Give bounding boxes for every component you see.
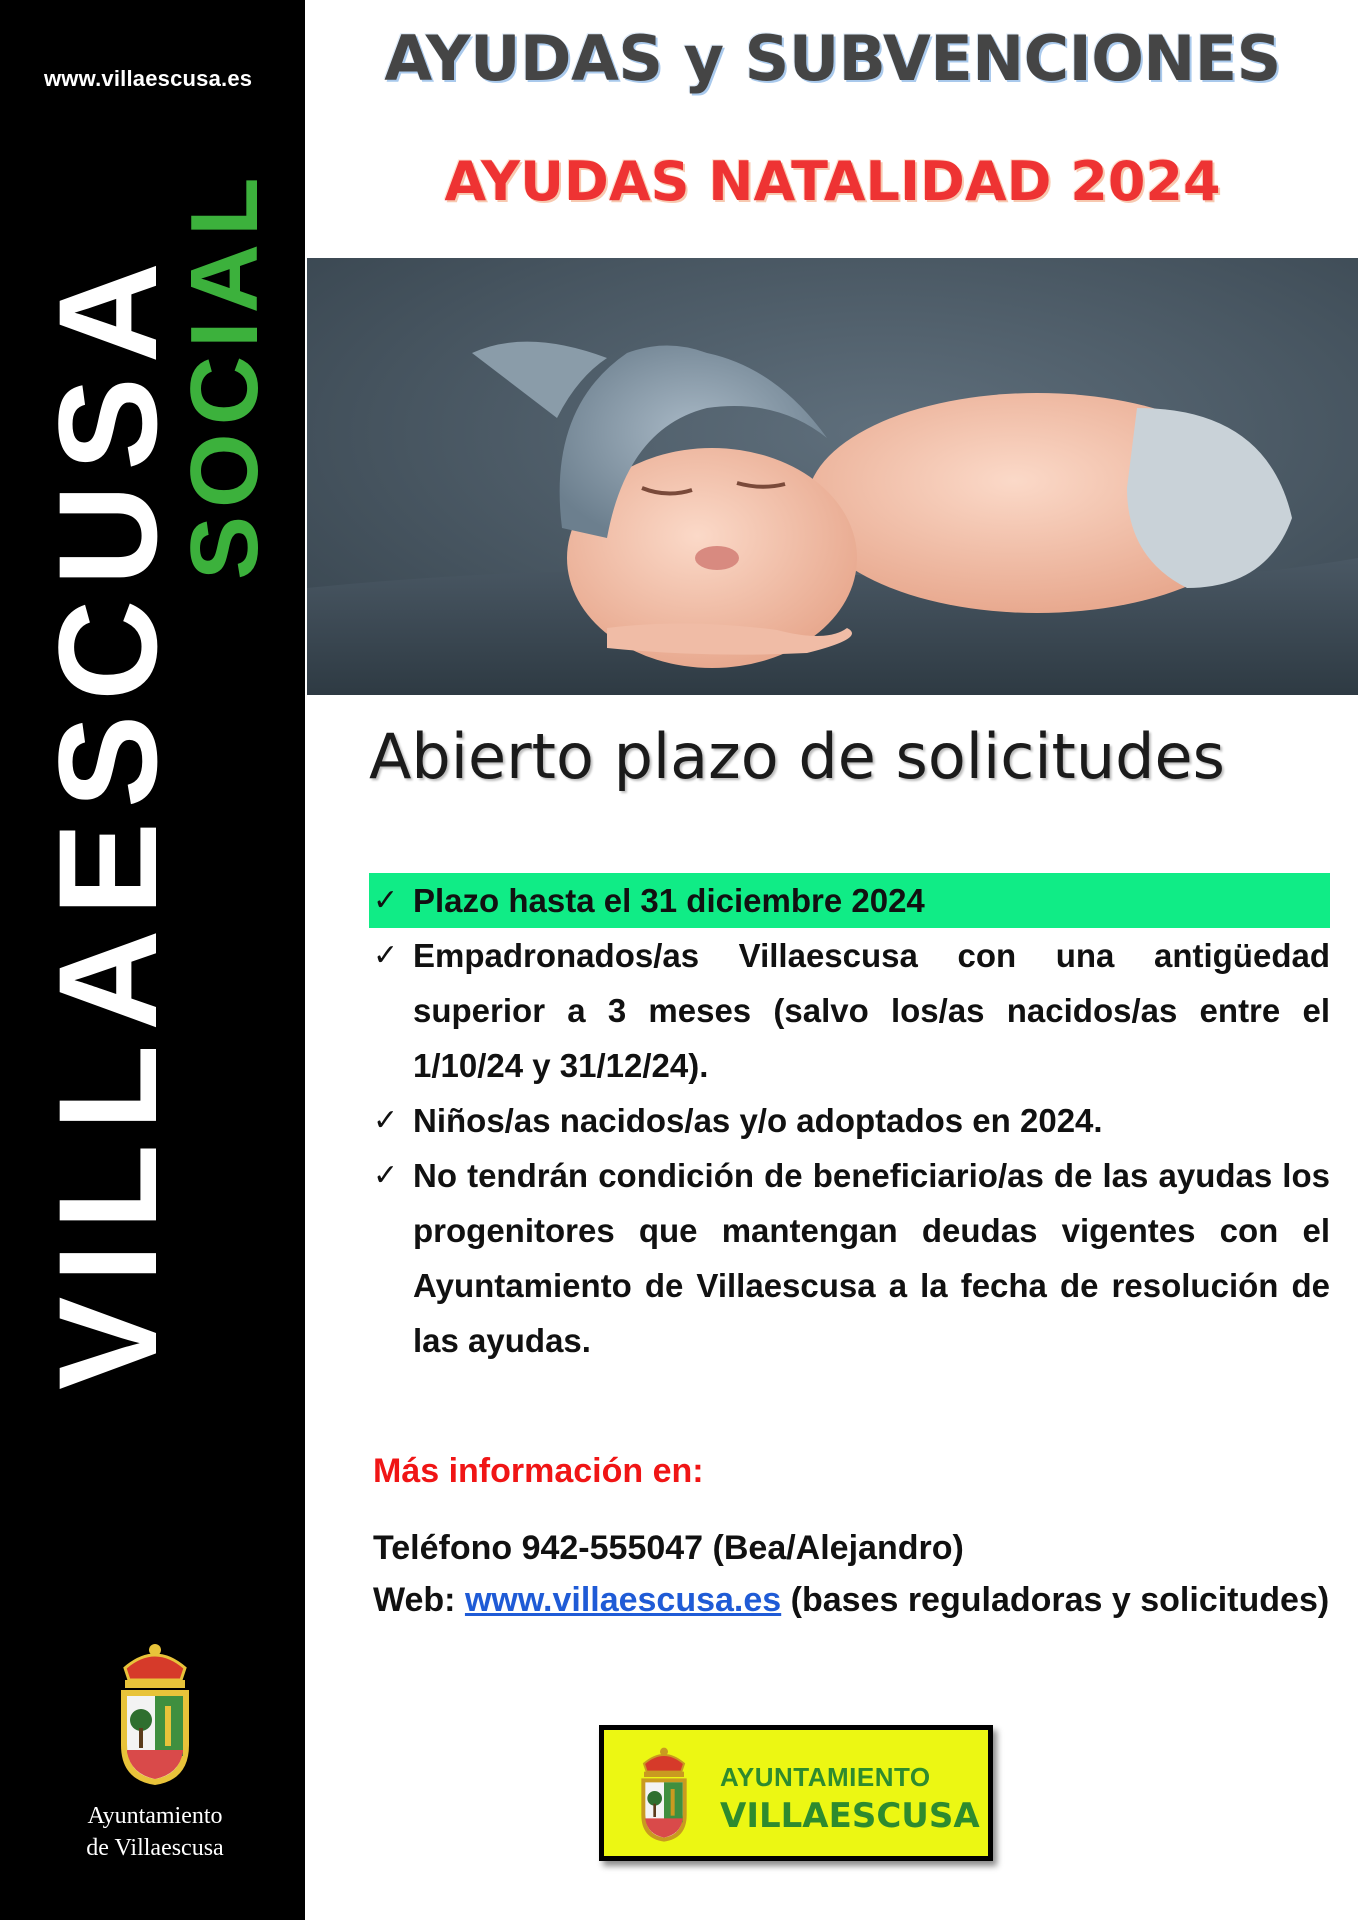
town-hall-badge [599, 1725, 993, 1861]
web-line [373, 1574, 1333, 1626]
checkmark-icon: ✓ [373, 1103, 399, 1138]
more-info-label: Más información en: [373, 1452, 704, 1490]
list-item-text: Plazo hasta el 31 diciembre 2024 [413, 882, 925, 919]
web-prefix: Web: [373, 1581, 465, 1619]
page-subtitle: AYUDAS NATALIDAD 2024 [444, 150, 1221, 213]
sidebar-site-url: www.villaescusa.es [44, 66, 253, 91]
badge-line2: VILLAESCUSA [720, 1796, 980, 1836]
list-item-text: Empadronados/as Villaescusa con una antigüedad superior a 3 meses (salvo los/as nacidos/as entre el 1/10/24 y 31/12/24). [413, 937, 1330, 1084]
checkmark-icon: ✓ [373, 1158, 399, 1193]
list-item [369, 1148, 1330, 1368]
website-link[interactable]: www.villaescusa.es [464, 1581, 782, 1619]
crest-block [60, 1640, 250, 1864]
vertical-subtitle: SOCIAL [171, 169, 278, 580]
phone-line: Teléfono 942-555047 (Bea/Alejandro) [373, 1529, 964, 1567]
list-item [369, 1093, 1330, 1148]
crest-caption-line2: de Villaescusa [86, 1835, 224, 1861]
sleeping-baby-photo [307, 258, 1358, 695]
list-item [369, 928, 1330, 1093]
contact-block [373, 1522, 1333, 1626]
checkmark-icon: ✓ [373, 883, 399, 918]
page-title: AYUDAS y SUBVENCIONES [384, 22, 1281, 95]
coat-of-arms-icon [624, 1740, 704, 1850]
crest-caption [60, 1800, 250, 1864]
coat-of-arms-icon [95, 1640, 215, 1790]
vertical-title: VILLAESCUSA [29, 248, 186, 1390]
list-item [369, 873, 1330, 928]
web-suffix: (bases reguladoras y solicitudes) [781, 1581, 1330, 1619]
requirements-list [369, 873, 1330, 1368]
crest-caption-line1: Ayuntamiento [87, 1803, 223, 1829]
list-item-text: Niños/as nacidos/as y/o adoptados en 2024. [413, 1102, 1103, 1139]
main-column [307, 0, 1358, 1920]
sidebar [0, 0, 305, 1920]
badge-line1: AYUNTAMIENTO [720, 1762, 931, 1792]
checkmark-icon: ✓ [373, 938, 399, 973]
list-item-text: No tendrán condición de beneficiario/as de las ayudas los progenitores que mantengan deudas vigentes con el Ayuntamiento de Villaescusa a la fecha de resolución de las ayudas. [413, 1157, 1330, 1359]
opening-title: Abierto plazo de solicitudes [369, 720, 1225, 793]
